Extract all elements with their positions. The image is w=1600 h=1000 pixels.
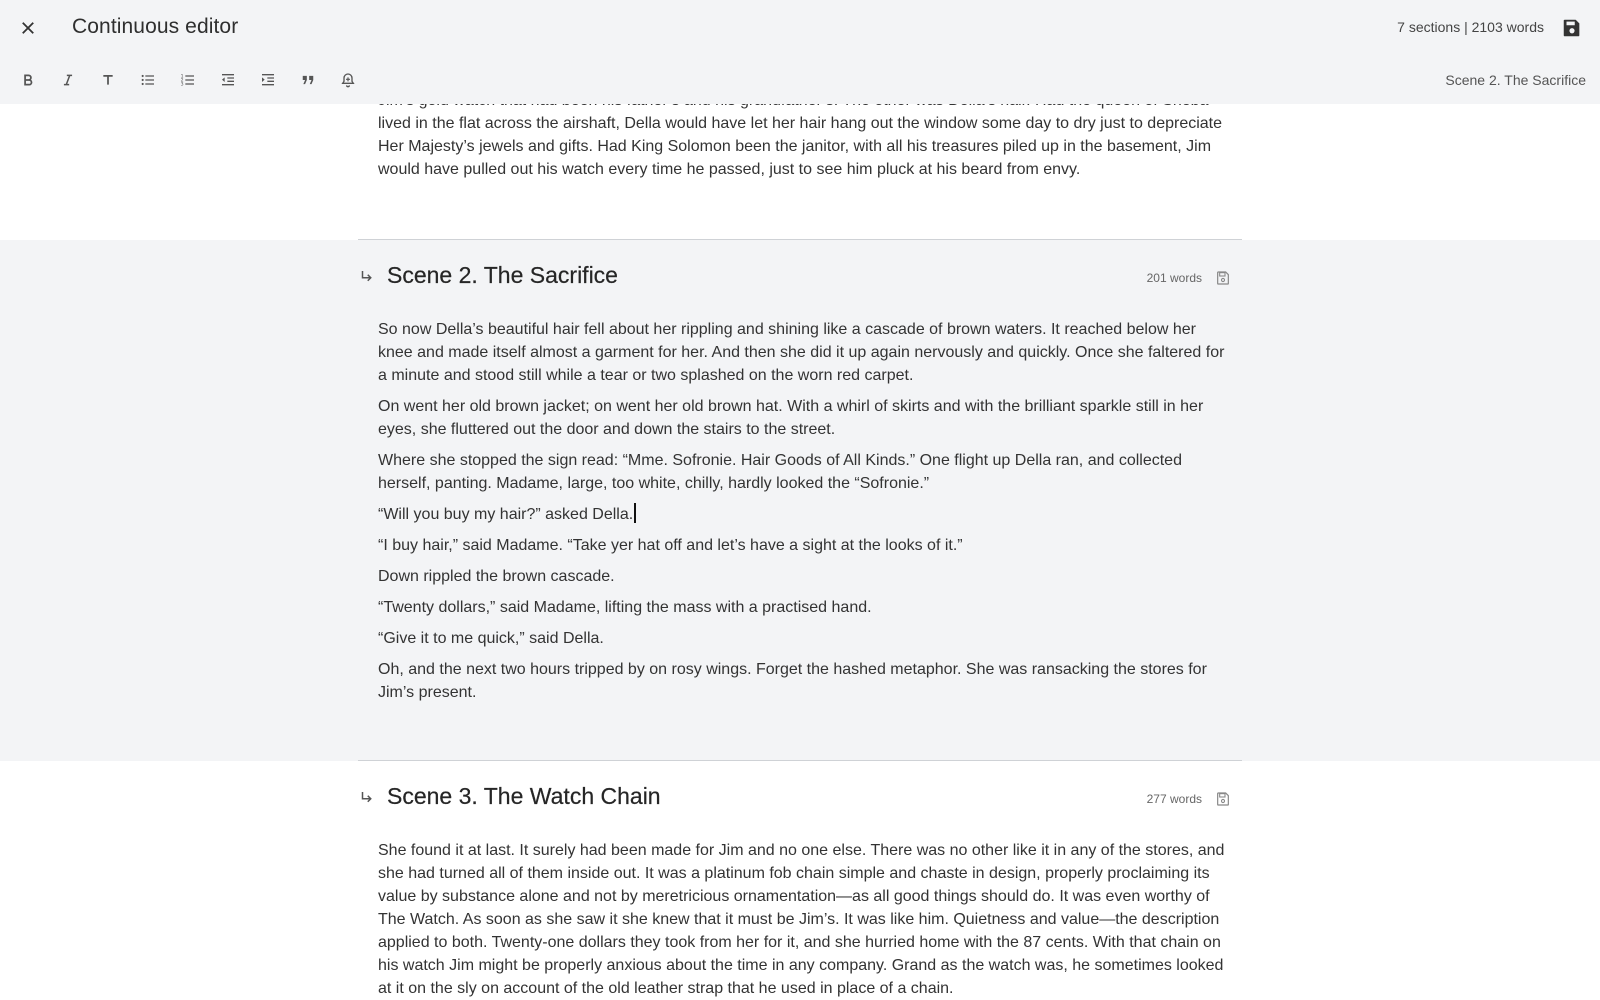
bold-icon: [21, 73, 35, 87]
section-body-scene-3[interactable]: [378, 839, 1228, 1000]
bold-button[interactable]: [8, 64, 48, 96]
section-header-scene-3: [358, 779, 1242, 819]
italic-button[interactable]: [48, 64, 88, 96]
quote-icon: [301, 73, 315, 87]
section-title[interactable]: Scene 2. The Sacrifice: [387, 262, 618, 288]
paragraph[interactable]: Down rippled the brown cascade.: [378, 568, 615, 585]
paragraph[interactable]: Where she stopped the sign read: “Mme. Sofronie. Hair Goods of All Kinds.” One flight up Della ran, and collected herself, panting. Madame, large, too white, chilly, hardly looked the “Sofronie.”: [378, 452, 1182, 492]
text-style-icon: [101, 73, 115, 87]
subdirectory-arrow-icon: [358, 268, 376, 286]
close-icon: [19, 19, 37, 37]
svg-text:1: 1: [180, 74, 184, 80]
save-icon: [1215, 791, 1231, 807]
section-divider: [358, 239, 1242, 240]
section-title[interactable]: Scene 3. The Watch Chain: [387, 783, 661, 809]
close-button[interactable]: [12, 12, 44, 44]
paragraph-text[interactable]: “Will you buy my hair?” asked Della.: [378, 506, 634, 523]
title-row: [0, 0, 1600, 56]
section-divider: [358, 760, 1242, 761]
subdirectory-arrow-icon: [358, 789, 376, 807]
bulleted-list-button[interactable]: [128, 64, 168, 96]
paragraph[interactable]: On went her old brown jacket; on went her old brown hat. With a whirl of skirts and with the brilliant sparkle still in her eyes, she fluttered out the door and down the stairs to the street.: [378, 398, 1204, 438]
svg-text:2: 2: [180, 78, 184, 84]
page-title: Continuous editor: [72, 15, 239, 38]
section-word-count: 277 words: [1146, 792, 1202, 806]
section-save-button[interactable]: [1214, 790, 1232, 808]
svg-text:3: 3: [180, 82, 184, 88]
outdent-icon: [220, 72, 236, 88]
paragraph[interactable]: She found it at last. It surely had been made for Jim and no one else. There was no other like it in any of the stores, and she had turned all of them inside out. It was a platinum fob chain simple and chaste in design, properly proclaiming its value by substance alone and not by meretricious ornamentation—as all good things should do. It was even worthy of The Watch. As soon as she saw it she knew that it must be Jim’s. It was like him. Quietness and value—the description applied to both. Twenty-one dollars they took from her for it, and she hurried home with the 87 cents. With that chain on his watch Jim might be properly anxious about the time in any company. Grand as the watch was, he sometimes looked at it on the sly on account of the old leather strap that he used in place of a chain.: [378, 842, 1225, 997]
paragraph[interactable]: Oh, and the next two hours tripped by on rosy wings. Forget the hashed metaphor. She was ransacking the stores for Jim’s present.: [378, 661, 1207, 701]
bulleted-list-icon: [140, 72, 156, 88]
formatting-toolbar: [8, 64, 368, 96]
paragraph[interactable]: “Twenty dollars,” said Madame, lifting the mass with a practised hand.: [378, 599, 872, 616]
previous-section-paragraph[interactable]: lived in the flat across the airshaft, Della would have let her hair hang out the window some day to dry just to depreciate Her Majesty’s jewels and gifts. Had King Solomon been the janitor, with all his treasures piled up in the basement, Jim would have pulled out his watch every time he passed, just to see him pluck at his beard from envy.: [378, 115, 1223, 178]
paragraph[interactable]: So now Della’s beautiful hair fell about her rippling and shining like a cascade of brown waters. It reached below her knee and made itself almost a garment for her. And then she did it up again nervously and quickly. Once she faltered for a minute and stood still while a tear or two splashed on the worn red carpet.: [378, 321, 1225, 384]
text-caret: [634, 503, 636, 523]
section-body-scene-2[interactable]: [378, 318, 1228, 712]
numbered-list-icon: [180, 72, 196, 88]
save-button[interactable]: [1558, 14, 1586, 42]
italic-icon: [61, 73, 75, 87]
text-style-button[interactable]: [88, 64, 128, 96]
reminder-button[interactable]: [328, 64, 368, 96]
save-icon: [1561, 17, 1583, 39]
section-save-button[interactable]: [1214, 269, 1232, 287]
paragraph-with-caret[interactable]: [378, 503, 1228, 526]
indent-icon: [260, 72, 276, 88]
quote-button[interactable]: [288, 64, 328, 96]
numbered-list-button[interactable]: [168, 64, 208, 96]
paragraph[interactable]: “Give it to me quick,” said Della.: [378, 630, 604, 647]
save-icon: [1215, 270, 1231, 286]
indent-button[interactable]: [248, 64, 288, 96]
section-word-count: 201 words: [1146, 271, 1202, 285]
document-stats: 7 sections | 2103 words: [1397, 19, 1544, 35]
section-header-scene-2: [358, 258, 1242, 298]
bell-plus-icon: [340, 72, 356, 88]
top-app-bar: [0, 0, 1600, 104]
outdent-button[interactable]: [208, 64, 248, 96]
paragraph[interactable]: “I buy hair,” said Madame. “Take yer hat off and let’s have a sight at the looks of it.”: [378, 537, 963, 554]
current-section-label: Scene 2. The Sacrifice: [1445, 72, 1586, 88]
